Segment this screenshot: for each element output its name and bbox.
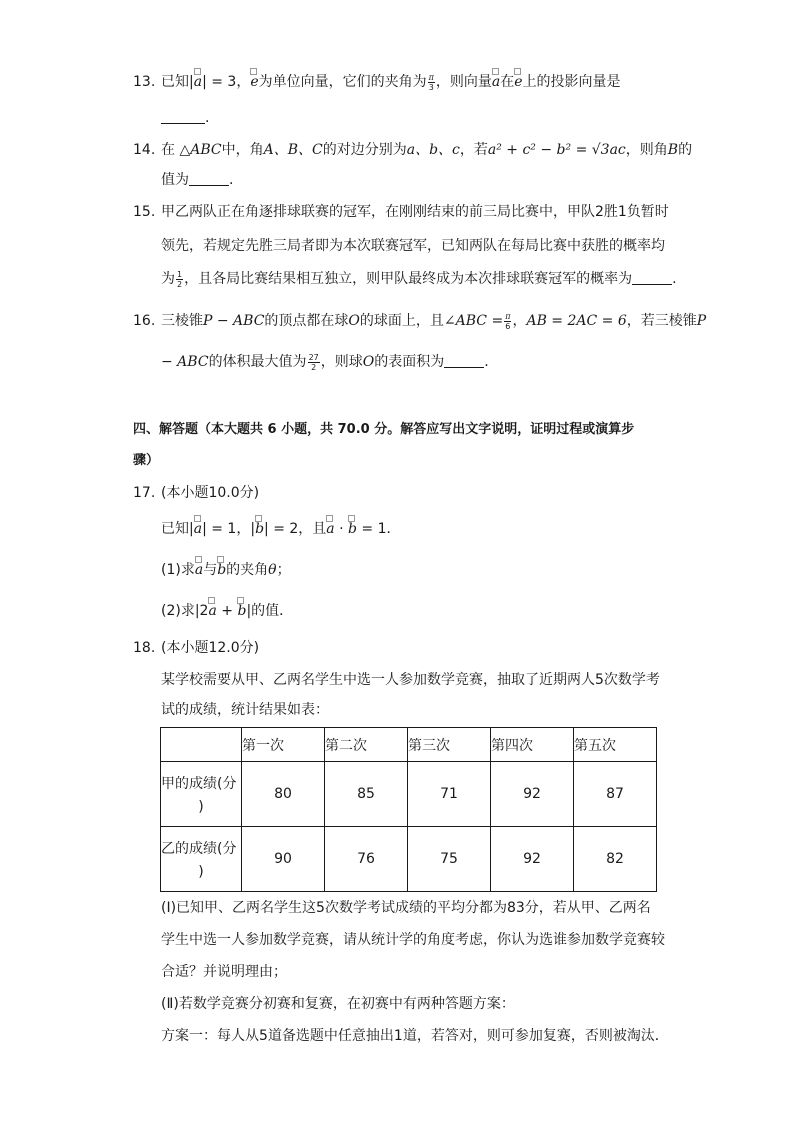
q18-part2-line1: (Ⅱ)若数学竞赛分初赛和复赛，在初赛中有两种答题方案： — [161, 996, 515, 1012]
answer-blank — [161, 109, 205, 124]
q16-number: 16. — [133, 313, 156, 329]
q17-given: 已知|a| = 1，|b| = 2，且a · b = 1． — [161, 521, 401, 537]
q14-line2: 值为 . — [161, 172, 234, 188]
q18-part1-line1: (Ⅰ)已知甲、乙两名学生这5次数学考试成绩的平均分都为83分，若从甲、乙两名 — [161, 900, 651, 916]
table-header-cell: 第三次 — [408, 728, 491, 762]
q13-line1: 已知|a| = 3，e为单位向量，它们的夹角为 $\frac{\pi}{3}$ ，则向量a在e上的投影向量是 — [161, 72, 621, 92]
equation: a² + c² − b² = √3ac — [487, 142, 626, 158]
q15-line2: 领先，若规定先胜三局者即为本次联赛冠军，已知两队在每局比赛中获胜的概率均 — [161, 238, 665, 254]
q17-points: (本小题10.0分) — [161, 485, 260, 501]
table-cell: 82 — [574, 827, 657, 892]
fraction-pi-over-6: $\frac{\pi}{6}$ — [505, 311, 511, 331]
vector-a: a — [193, 74, 203, 90]
q17-part2: (2)求|2a + b|的值． — [161, 603, 294, 619]
q18-plan1: 方案一：每人从5道备选题中任意抽出1道，若答对，则可参加复赛，否则被淘汰． — [161, 1028, 669, 1044]
table-row — [161, 762, 657, 827]
table-header-cell: 第二次 — [325, 728, 408, 762]
vector-e: e — [250, 74, 259, 90]
table-cell: 71 — [408, 762, 491, 827]
q14-line1: 在 △ABC中，角A、B、C的对边分别为a、b、c，若a² + c² − b² = √3ac，则角B的 — [161, 142, 693, 158]
q18-number: 18. — [133, 640, 156, 656]
table-cell: 92 — [491, 762, 574, 827]
table-header-cell: 第五次 — [574, 728, 657, 762]
q15-line1: 甲乙两队正在角逐排球联赛的冠军，在刚刚结束的前三局比赛中，甲队2胜1负暂时 — [161, 204, 669, 220]
table-header-row — [161, 728, 657, 762]
fraction-27-over-2: $\frac{27}{2}$ — [308, 352, 319, 372]
fraction-one-half: $\frac{1}{2}$ — [177, 269, 183, 289]
q18-part1-line2: 学生中选一人参加数学竞赛，请从统计学的角度考虑，你认为选谁参加数学竞赛较 — [161, 932, 665, 948]
answer-blank — [632, 270, 672, 285]
table-row — [161, 827, 657, 892]
table-cell: 87 — [574, 762, 657, 827]
table-cell: 80 — [242, 762, 325, 827]
q14-number: 14. — [133, 142, 156, 158]
table-cell: 92 — [491, 827, 574, 892]
table-header-cell: 第一次 — [242, 728, 325, 762]
q18-intro-line1: 某学校需要从甲、乙两名学生中选一人参加数学竞赛，抽取了近期两人5次数学考 — [161, 672, 660, 688]
section-heading: 四、解答题（本大题共 6 小题，共 70.0 分。解答应写出文字说明，证明过程或演算步 — [133, 422, 635, 437]
q18-intro-line2: 试的成绩，统计结果如表： — [161, 702, 329, 718]
row-label: 乙的成绩(分 ) — [161, 827, 242, 892]
q15-line3: 为 $\frac{1}{2}$ ，且各局比赛结果相互独立，则甲队最终成为本次排球联赛冠军的概率为 . — [161, 269, 677, 289]
table-cell: 90 — [242, 827, 325, 892]
q13-answer-line: . — [161, 108, 209, 128]
q17-part1: (1)求a与b的夹角θ； — [161, 562, 291, 578]
table-cell: 85 — [325, 762, 408, 827]
table-header-cell: 第四次 — [491, 728, 574, 762]
answer-blank — [444, 353, 484, 368]
row-label: 甲的成绩(分 ) — [161, 762, 242, 827]
q17-number: 17. — [133, 485, 156, 501]
q18-points: (本小题12.0分) — [161, 640, 260, 656]
table-cell: 75 — [408, 827, 491, 892]
fraction-pi-over-3: $\frac{\pi}{3}$ — [428, 72, 434, 92]
q13-number: 13. — [133, 74, 156, 90]
answer-blank — [189, 171, 229, 186]
q16-line1: 三棱锥P − ABC的顶点都在球O的球面上，且∠ABC = $\frac{\pi}{6}$ ，AB = 2AC = 6，若三棱锥P — [161, 311, 707, 331]
section-heading-cont: 骤） — [133, 453, 160, 468]
table-header-cell — [161, 728, 242, 762]
scores-table — [160, 727, 657, 892]
q18-part1-line3: 合适？并说明理由； — [161, 964, 287, 980]
table-cell: 76 — [325, 827, 408, 892]
q15-number: 15. — [133, 204, 156, 220]
q16-line2: − ABC的体积最大值为 $\frac{27}{2}$ ，则球O的表面积为 . — [161, 352, 489, 372]
